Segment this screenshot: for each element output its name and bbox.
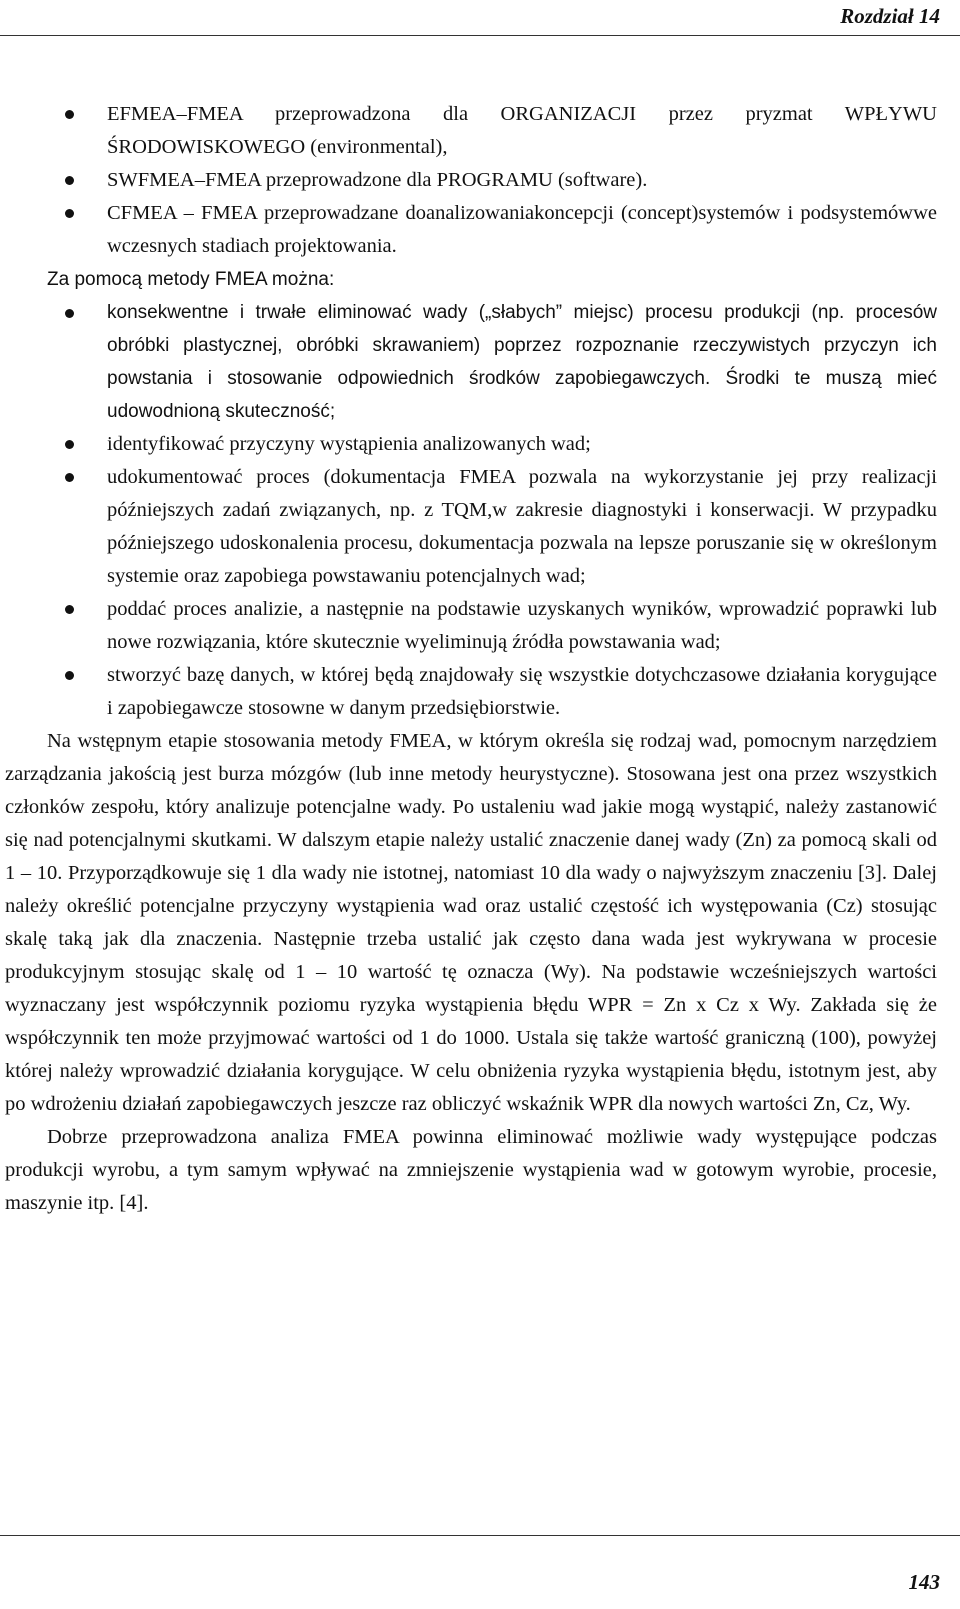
list-item: identyfikować przyczyny wystąpienia analizowanych wad;	[5, 428, 937, 461]
fmea-capabilities-list	[5, 296, 937, 428]
body-paragraph: Dobrze przeprowadzona analiza FMEA powinna eliminować możliwie wady występujące podczas produkcji wyrobu, a tym samym wpływać na zmniejszenie wystąpienia wad w gotowym wyrobie, procesie, maszynie itp. [4].	[5, 1126, 937, 1214]
fmea-capabilities-list-cont	[5, 428, 937, 725]
lead-text: Za pomocą metody FMEA można:	[47, 269, 335, 290]
chapter-title: Rozdział 14	[840, 4, 940, 28]
list-item: konsekwentne i trwałe eliminować wady („słabych” miejsc) procesu produkcji (np. procesów obróbki plastycznej, obróbki skrawaniem) poprzez rozpoznanie rzeczywistych przyczyn ich powstania i stosowanie odpowiednich środków zapobiegawczych. Środki te muszą mieć udowodnioną skuteczność;	[5, 296, 937, 428]
list-item: EFMEA–FMEA przeprowadzona dla ORGANIZACJI przez pryzmat WPŁYWU ŚRODOWISKOWEGO (environmental),	[5, 98, 937, 164]
list-item: poddać proces analizie, a następnie na podstawie uzyskanych wyników, wprowadzić poprawki lub nowe rozwiązania, które skutecznie wyeliminują źródła powstawania wad;	[5, 593, 937, 659]
list-item: CFMEA – FMEA przeprowadzane doanalizowaniakoncepcji (concept)systemów i podsystemówwe wczesnych stadiach projektowania.	[5, 197, 937, 263]
page-content	[5, 98, 937, 1220]
page-number: 143	[908, 1570, 940, 1594]
list-item: SWFMEA–FMEA przeprowadzone dla PROGRAMU (software).	[5, 164, 937, 197]
footer-divider	[0, 1535, 960, 1536]
header-divider	[0, 35, 960, 36]
fmea-types-list	[5, 98, 937, 263]
body-paragraph: Na wstępnym etapie stosowania metody FMEA, w którym określa się rodzaj wad, pomocnym narzędziem zarządzania jakością jest burza mózgów (lub inne metody heurystyczne). Stosowana jest ona przez wszystkich członków zespołu, który analizuje potencjalne wady. Po ustaleniu wad jakie mogą wystąpić, należy zastanowić się nad potencjalnymi skutkami. W dalszym etapie należy ustalić znaczenie danej wady (Zn) za pomocą skali od 1 – 10. Przyporządkowuje się 1 dla wady nie istotnej, natomiast 10 dla wady o najwyższym znaczeniu [3]. Dalej należy określić potencjalne przyczyny wystąpienia wad oraz ustalić częstość ich występowania (Cz) stosując skalę taką jak dla znaczenia. Następnie trzeba ustalić jak często dana wada jest wykrywana w procesie produkcyjnym stosując skalę od 1 – 10 wartość tę oznacza (Wy). Na podstawie wcześniejszych wartości wyznaczany jest współczynnik poziomu ryzyka wystąpienia błędu WPR = Zn x Cz x Wy. Zakłada się że współczynnik ten może przyjmować wartości od 1 do 1000. Ustala się także wartość graniczną (100), powyżej której należy wprowadzić działania korygujące. W celu obniżenia ryzyka wystąpienia błędu, istotnym jest, aby po wdrożeniu działań zapobiegawczych jeszcze raz obliczyć wskaźnik WPR dla nowych wartości Zn, Cz, Wy.	[5, 730, 937, 1115]
page-header	[0, 0, 960, 36]
list-item: udokumentować proces (dokumentacja FMEA pozwala na wykorzystanie jej przy realizacji późniejszych zadań związanych, np. z TQM,w zakresie diagnostyki i konserwacji. W przypadku późniejszego udoskonalenia procesu, dokumentacja pozwala na lepsze poruszanie się w określonym systemie oraz zapobiega powstawaniu potencjalnych wad;	[5, 461, 937, 593]
list-item: stworzyć bazę danych, w której będą znajdowały się wszystkie dotychczasowe działania korygujące i zapobiegawcze stosowne w danym przedsiębiorstwie.	[5, 659, 937, 725]
